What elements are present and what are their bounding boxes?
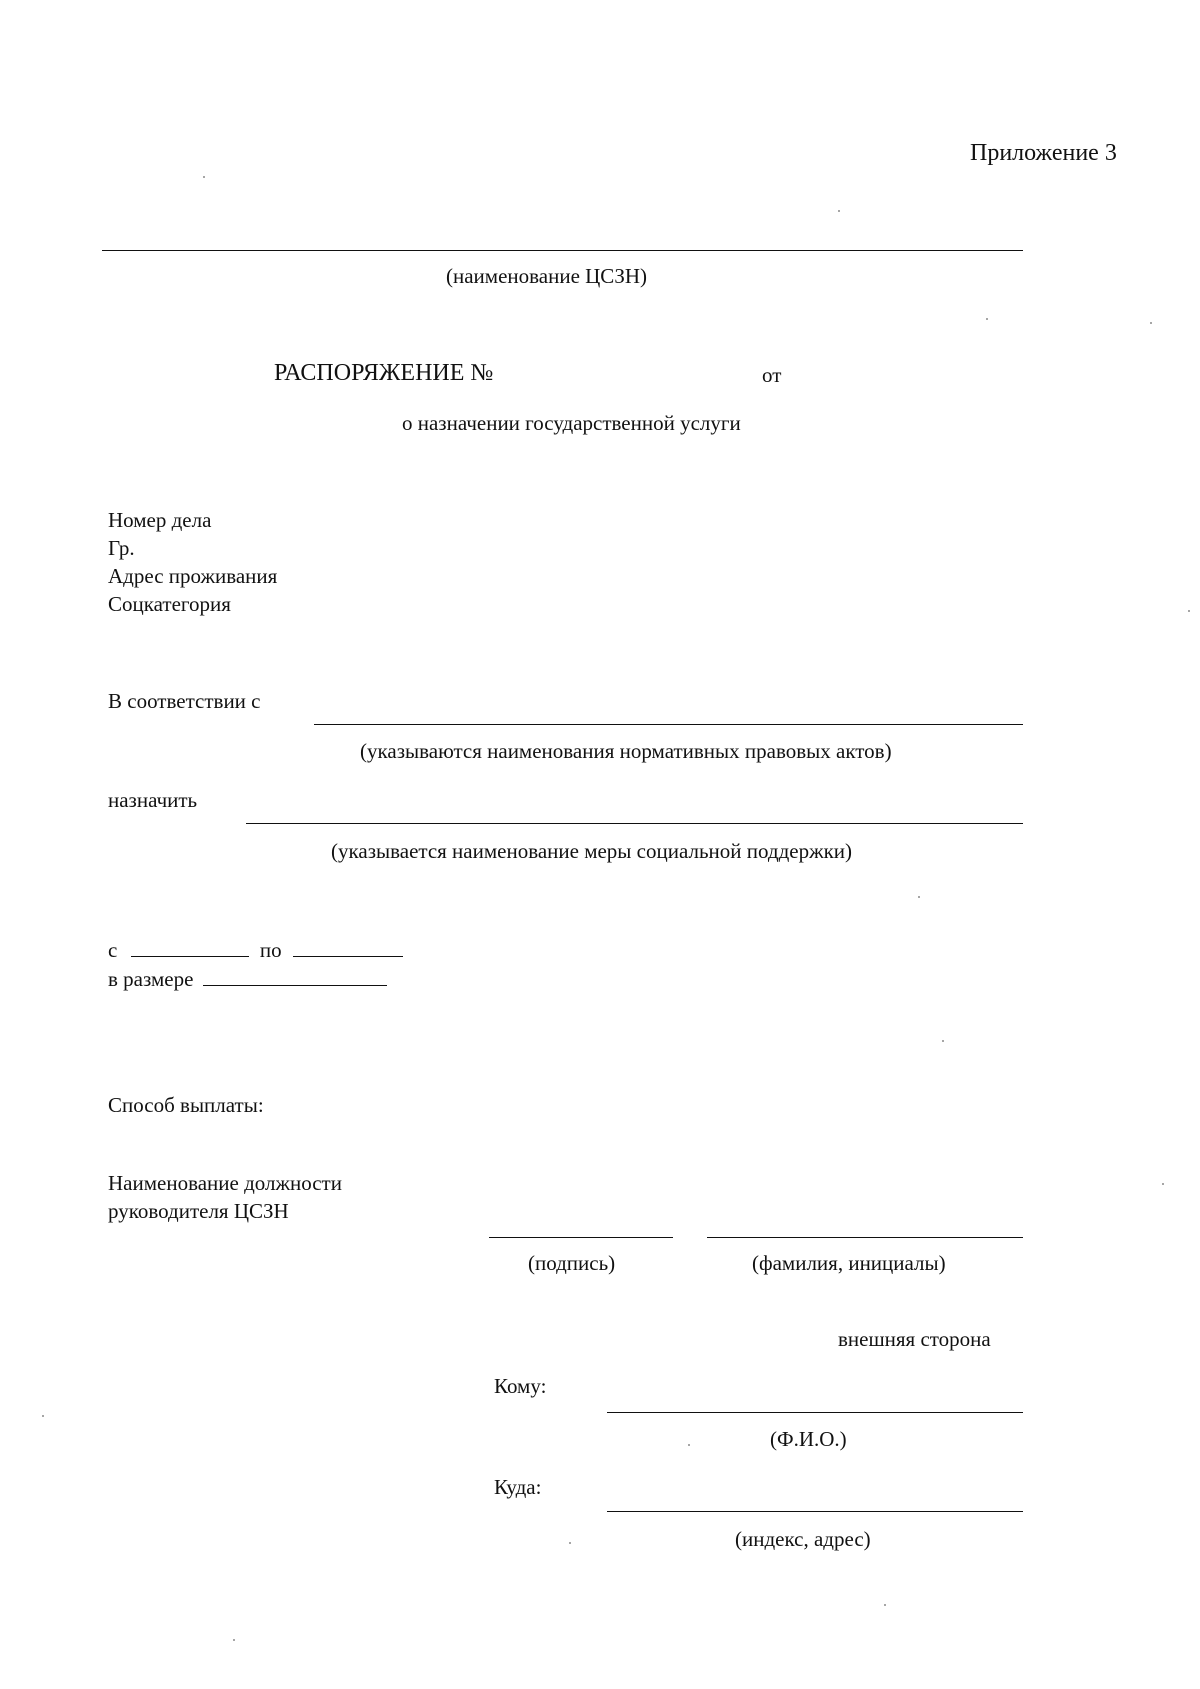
- scan-speck: [1188, 610, 1190, 612]
- period-from-field: [131, 937, 249, 957]
- fio-caption: (Ф.И.О.): [770, 1427, 847, 1451]
- czsn-name-caption: (наименование ЦСЗН): [446, 264, 647, 288]
- basis-label: В соответствии с: [108, 689, 261, 713]
- order-date-label: от: [762, 363, 782, 387]
- name-initials-line: [707, 1237, 1023, 1238]
- assign-caption: (указывается наименование меры социальной поддержки): [331, 839, 853, 863]
- scan-speck: [233, 1639, 235, 1641]
- to-label: Кому:: [494, 1374, 547, 1398]
- where-label: Куда:: [494, 1475, 542, 1499]
- scan-speck: [1150, 322, 1152, 324]
- assign-line: [246, 823, 1023, 824]
- scan-speck: [42, 1415, 44, 1417]
- case-number-label: Номер дела: [108, 508, 212, 532]
- scan-speck: [1162, 1183, 1164, 1185]
- position-label-line1: Наименование должности: [108, 1171, 342, 1195]
- basis-line: [314, 724, 1023, 725]
- payment-method-label: Способ выплаты:: [108, 1093, 264, 1117]
- order-subject: о назначении государственной услуги: [402, 411, 741, 435]
- signature-caption: (подпись): [528, 1251, 616, 1275]
- period-from-label: с: [108, 938, 118, 962]
- name-initials-caption: (фамилия, инициалы): [752, 1251, 946, 1275]
- czsn-name-line: [102, 250, 1023, 251]
- where-line: [607, 1511, 1023, 1512]
- scan-speck: [688, 1444, 690, 1446]
- assign-label: назначить: [108, 788, 198, 812]
- address-index-caption: (индекс, адрес): [735, 1527, 871, 1551]
- period-to-label: по: [259, 938, 282, 962]
- scan-speck: [986, 318, 988, 320]
- period-to-field: [293, 937, 403, 957]
- scan-speck: [942, 1040, 944, 1042]
- scan-speck: [838, 210, 840, 212]
- outer-side-label: внешняя сторона: [838, 1327, 991, 1351]
- scan-speck: [884, 1604, 886, 1606]
- citizen-label: Гр.: [108, 536, 135, 560]
- order-title: РАСПОРЯЖЕНИЕ №: [274, 360, 494, 386]
- address-label: Адрес проживания: [108, 564, 278, 588]
- to-line: [607, 1412, 1023, 1413]
- amount-field: [203, 966, 387, 986]
- social-category-label: Соцкатегория: [108, 592, 231, 616]
- scan-speck: [918, 896, 920, 898]
- scan-speck: [203, 176, 205, 178]
- basis-caption: (указываются наименования нормативных правовых актов): [360, 739, 892, 763]
- scan-speck: [569, 1542, 571, 1544]
- period-row: [108, 937, 403, 963]
- amount-label: в размере: [108, 967, 194, 991]
- position-label-line2: руководителя ЦСЗН: [108, 1199, 289, 1223]
- appendix-title: Приложение 3: [970, 140, 1117, 166]
- amount-row: [108, 966, 387, 992]
- signature-line: [489, 1237, 673, 1238]
